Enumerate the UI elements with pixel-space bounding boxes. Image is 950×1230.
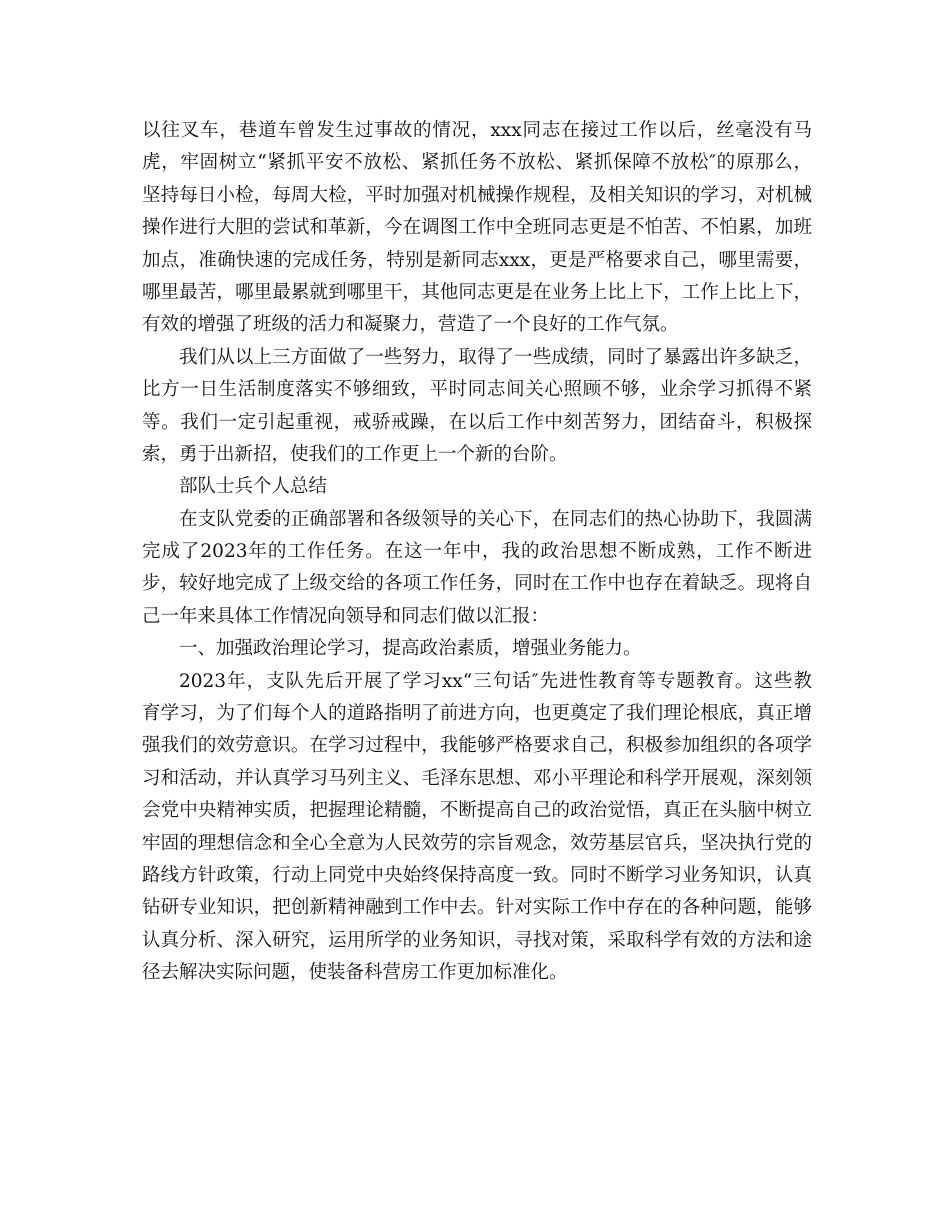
text-line: 步，较好地完成了上级交给的各项工作任务，同时在工作中也存在着缺乏。现将自 — [142, 573, 812, 595]
text-line: 径去解决实际问题，使装备科营房工作更加标准化。 — [142, 962, 568, 984]
text-line: 认真分析、深入研究，运用所学的业务知识，寻找对策，采取科学有效的方法和途 — [142, 929, 812, 951]
paragraph-shortcomings — [142, 342, 812, 472]
text-line: 一、加强政治理论学习，提高政治素质，增强业务能力。 — [179, 638, 642, 660]
paragraph-political-study — [142, 666, 812, 990]
document-body — [142, 115, 812, 990]
text-line: 2023年，支队先后开展了学习xx“三句话″先进性教育等专题教育。这些教 — [179, 670, 812, 692]
text-line: 索，勇于出新招，使我们的工作更上一个新的台阶。 — [142, 443, 568, 465]
section-title — [142, 471, 812, 503]
paragraph-accident-prevention — [142, 115, 812, 342]
text-line: 加点，准确快速的完成任务，特别是新同志xxx，更是严格要求自己，哪里需要， — [142, 249, 812, 271]
text-line: 钻研专业知识，把创新精神融到工作中去。针对实际工作中存在的各种问题，能够 — [142, 897, 812, 919]
text-line: 等。我们一定引起重视，戒骄戒躁，在以后工作中刻苦努力，团结奋斗，积极探 — [142, 411, 812, 433]
text-line: 完成了2023年的工作任务。在这一年中，我的政治思想不断成熟，工作不断进 — [142, 541, 812, 563]
heading-political-study — [142, 633, 812, 665]
paragraph-introduction — [142, 504, 812, 634]
text-line: 比方一日生活制度落实不够细致，平时同志间关心照顾不够，业余学习抓得不紧 — [142, 379, 812, 401]
text-line: 以往叉车，巷道车曾发生过事故的情况，xxx同志在接过工作以后，丝毫没有马 — [142, 120, 812, 141]
text-line: 牢固的理想信念和全心全意为人民效劳的宗旨观念，效劳基层官兵，坚决执行党的 — [142, 832, 812, 854]
text-line: 强我们的效劳意识。在学习过程中，我能够严格要求自己，积极参加组织的各项学 — [142, 735, 812, 757]
text-line: 虎，牢固树立“紧抓平安不放松、紧抓任务不放松、紧抓保障不放松″的原那么， — [142, 152, 812, 174]
text-line: 部队士兵个人总结 — [179, 476, 328, 498]
text-line: 坚持每日小检，每周大检，平时加强对机械操作规程，及相关知识的学习，对机械 — [142, 184, 812, 206]
text-line: 有效的增强了班级的活力和凝聚力，营造了一个良好的工作气氛。 — [142, 314, 679, 336]
text-line: 我们从以上三方面做了一些努力，取得了一些成绩，同时了暴露出许多缺乏， — [179, 346, 812, 368]
text-line: 育学习，为了们每个人的道路指明了前进方向，也更奠定了我们理论根底，真正增 — [142, 703, 812, 725]
text-line: 在支队党委的正确部署和各级领导的关心下，在同志们的热心协助下，我圆满 — [179, 508, 812, 530]
text-line: 哪里最苦，哪里最累就到哪里干，其他同志更是在业务上比上下，工作上比上下， — [142, 281, 812, 303]
text-line: 路线方针政策，行动上同党中央始终保持高度一致。同时不断学习业务知识，认真 — [142, 864, 812, 886]
text-line: 习和活动，并认真学习马列主义、毛泽东思想、邓小平理论和科学开展观，深刻领 — [142, 767, 812, 789]
text-line: 操作进行大胆的尝试和革新，今在调图工作中全班同志更是不怕苦、不怕累，加班 — [142, 217, 812, 239]
text-line: 己一年来具体工作情况向领导和同志们做以汇报： — [142, 605, 550, 627]
text-line: 会党中央精神实质，把握理论精髓，不断提高自己的政治觉悟，真正在头脑中树立 — [142, 800, 812, 822]
